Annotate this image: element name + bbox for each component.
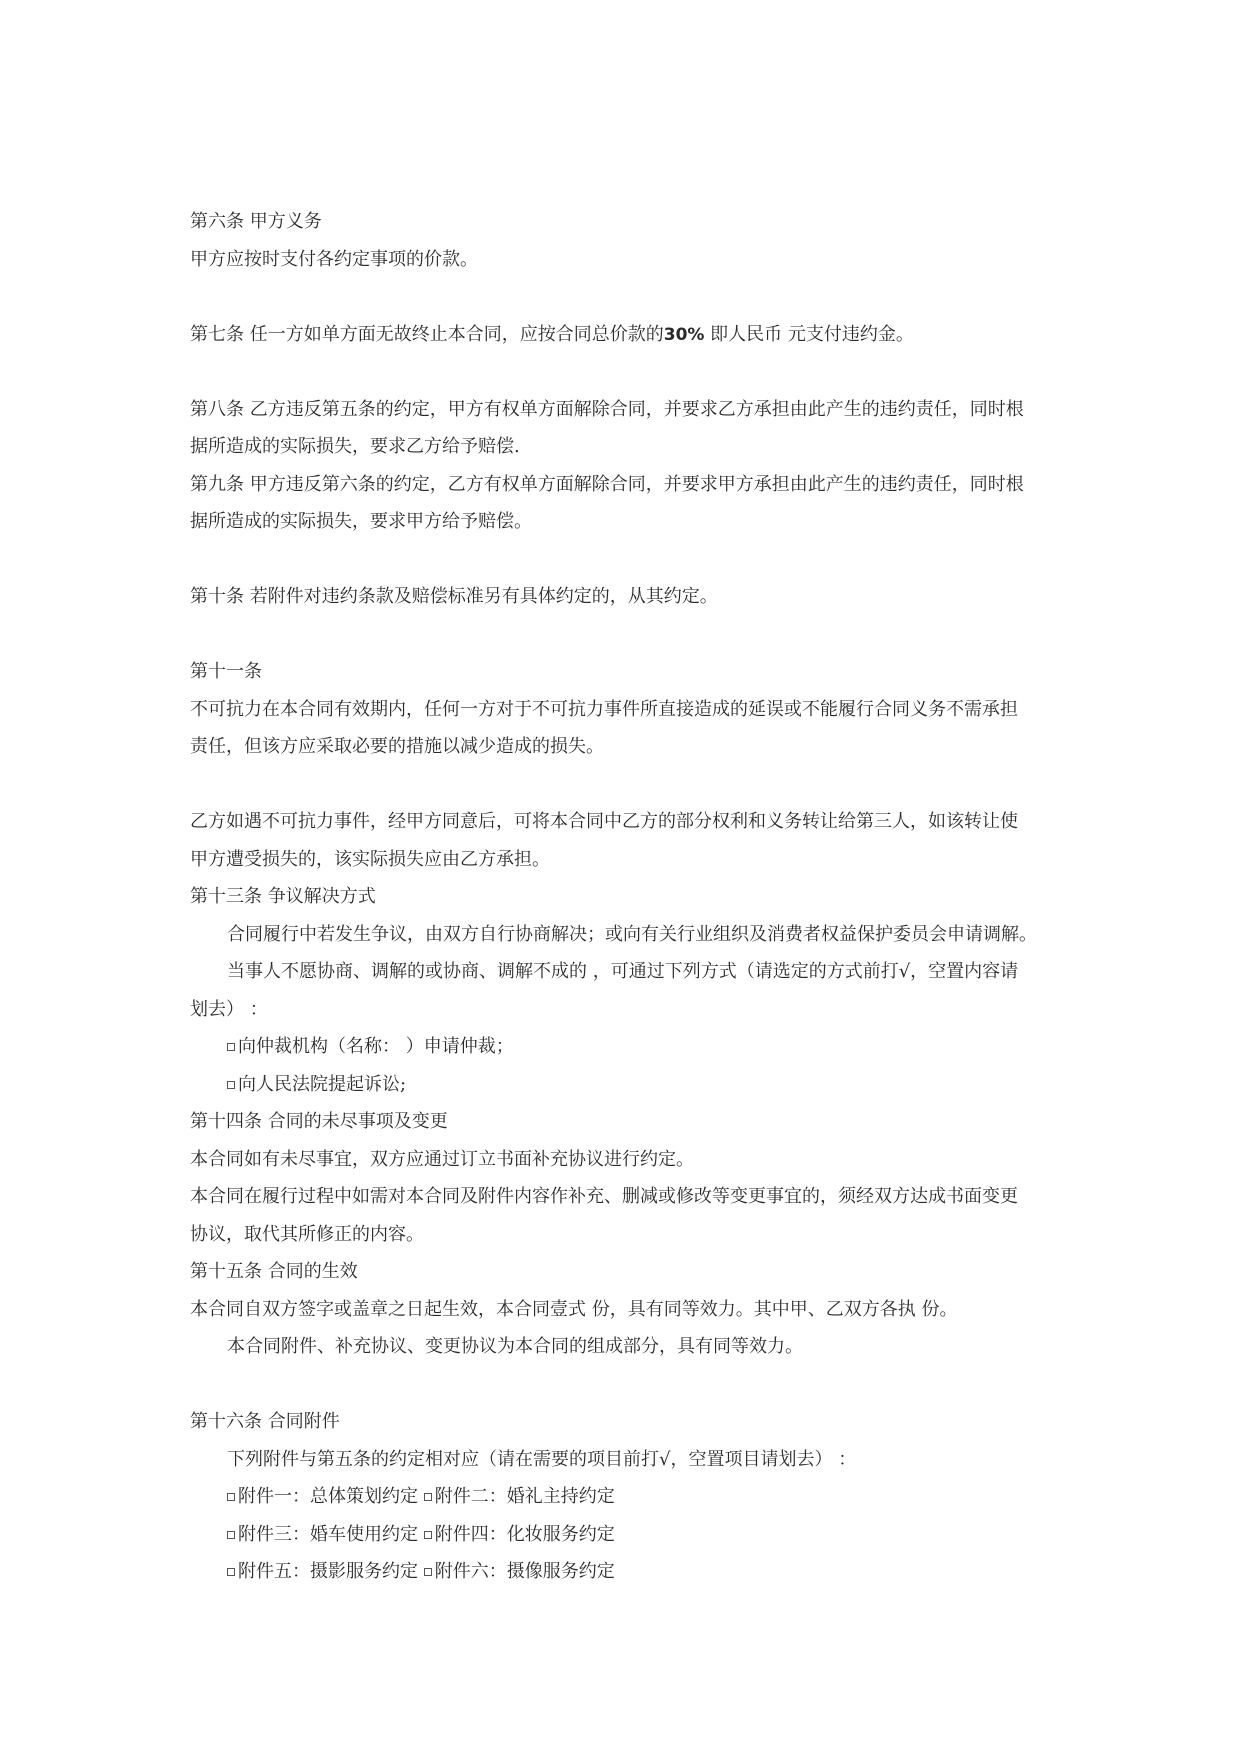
- article-14-line-3: 协议，取代其所修正的内容。: [190, 1223, 424, 1245]
- attachment-row-3: [190, 1553, 1070, 1591]
- attachment-label: 附件五：摄影服务约定: [238, 1561, 424, 1582]
- checkbox-icon: [227, 1568, 235, 1576]
- article-8-line-1: 第八条 乙方违反第五条的约定，甲方有权单方面解除合同，并要求乙方承担由此产生的违约责任，同时根: [190, 398, 1024, 420]
- article-13-option-court: [190, 1066, 1070, 1104]
- attachment-label: 附件四：化妆服务约定: [434, 1523, 615, 1545]
- article-12-line-2: 甲方遭受损失的，该实际损失应由乙方承担。: [190, 848, 550, 870]
- article-13-line-2: 当事人不愿协商、调解的或协商、调解不成的 ，可通过下列方式（请选定的方式前打√，空置内容请: [227, 961, 1019, 982]
- article-7-pre: 第七条 任一方如单方面无故终止本合同，应按合同总价款的: [190, 323, 664, 345]
- article-14-title: 第十四条 合同的未尽事项及变更: [190, 1111, 448, 1132]
- attachment-row-1: [190, 1478, 1070, 1516]
- document-page: [190, 203, 1070, 1591]
- article-15-line-2: 本合同附件、补充协议、变更协议为本合同的组成部分，具有同等效力。: [227, 1336, 803, 1357]
- checkbox-icon: [227, 1043, 235, 1051]
- option-label: 向人民法院提起诉讼;: [238, 1073, 407, 1095]
- attachment-row-2: [190, 1516, 1070, 1554]
- article-8-line-2: 据所造成的实际损失，要求乙方给予赔偿.: [190, 436, 520, 457]
- article-7-percent: 30%: [663, 324, 705, 345]
- checkbox-icon: [227, 1493, 235, 1501]
- article-11-line-2: 责任，但该方应采取必要的措施以减少造成的损失。: [190, 736, 604, 757]
- article-13-title: 第十三条 争议解决方式: [190, 886, 376, 907]
- attachment-label: 附件六：摄像服务约定: [434, 1561, 615, 1582]
- article-9-line-2: 据所造成的实际损失，要求甲方给予赔偿。: [190, 511, 532, 532]
- article-12-line-1: 乙方如遇不可抗力事件，经甲方同意后，可将本合同中乙方的部分权利和义务转让给第三人，如该转让使: [190, 811, 1018, 832]
- article-13-line-3: 划去） ：: [190, 998, 268, 1020]
- checkbox-icon: [424, 1568, 432, 1576]
- article-6-title: 第六条 甲方义务: [190, 211, 322, 232]
- checkbox-icon: [424, 1531, 432, 1539]
- article-7-post: 即人民币 元支付违约金。: [704, 323, 914, 345]
- article-10: 第十条 若附件对违约条款及赔偿标准另有具体约定的，从其约定。: [190, 586, 718, 607]
- article-6-body: 甲方应按时支付各约定事项的价款。: [190, 248, 478, 270]
- article-16-title: 第十六条 合同附件: [190, 1411, 340, 1432]
- attachment-label: 附件三：婚车使用约定: [238, 1523, 424, 1545]
- article-7: [190, 316, 1070, 354]
- article-11-title: 第十一条: [190, 661, 262, 682]
- article-9-line-1: 第九条 甲方违反第六条的约定，乙方有权单方面解除合同，并要求甲方承担由此产生的违约责任，同时根: [190, 473, 1024, 495]
- checkbox-icon: [227, 1531, 235, 1539]
- article-16-line-1: 下列附件与第五条的约定相对应（请在需要的项目前打√，空置项目请划去） ：: [227, 1448, 857, 1470]
- article-14-line-1: 本合同如有未尽事宜，双方应通过订立书面补充协议进行约定。: [190, 1148, 694, 1170]
- attachment-label: 附件一：总体策划约定: [238, 1486, 424, 1507]
- article-14-line-2: 本合同在履行过程中如需对本合同及附件内容作补充、删减或修改等变更事宜的，须经双方达成书面变更: [190, 1186, 1018, 1207]
- article-15-line-1: 本合同自双方签字或盖章之日起生效，本合同壹式 份，具有同等效力。其中甲、乙双方各执 份。: [190, 1298, 958, 1320]
- article-11-line-1: 不可抗力在本合同有效期内，任何一方对于不可抗力事件所直接造成的延误或不能履行合同义务不需承担: [190, 698, 1018, 720]
- checkbox-icon: [424, 1493, 432, 1501]
- checkbox-icon: [227, 1081, 235, 1089]
- article-13-line-1: 合同履行中若发生争议，由双方自行协商解决；或向有关行业组织及消费者权益保护委员会申请调解。: [227, 923, 1037, 945]
- option-label: 向仲裁机构（名称： ）申请仲裁；: [238, 1036, 514, 1057]
- article-13-option-arbitration: [190, 1028, 1070, 1066]
- attachment-label: 附件二：婚礼主持约定: [434, 1486, 615, 1507]
- article-15-title: 第十五条 合同的生效: [190, 1261, 358, 1282]
